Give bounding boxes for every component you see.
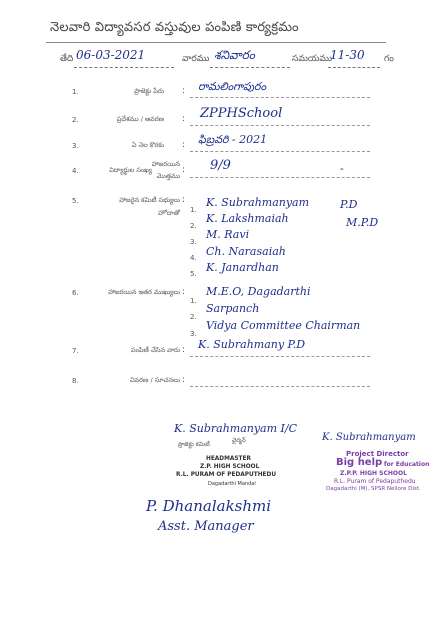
member-name: M. Ravi: [206, 228, 250, 241]
member-role: M.P.D: [346, 216, 379, 229]
member-number: 5.: [190, 270, 197, 278]
row-label-designation: హోదాతో: [158, 209, 180, 217]
member-number: 3.: [190, 330, 197, 338]
member-number: 1.: [190, 297, 197, 305]
row-number: 7.: [72, 347, 79, 355]
title-underline: [46, 42, 386, 43]
row-underline: [190, 97, 370, 98]
right-signature: K. Subrahmanyam: [322, 432, 416, 443]
time-unit: గం: [384, 54, 394, 64]
row-label: ప్రదేశము / ఆవరణ: [116, 115, 164, 123]
row-underline: [190, 151, 370, 152]
member-name: Ch. Narasaiah: [206, 245, 286, 258]
row-label: విద్యార్థుల సంఖ్య: [109, 166, 152, 174]
right-caption: Project Director: [346, 450, 409, 458]
row-number: 6.: [72, 289, 79, 297]
row-underline: [190, 386, 370, 387]
member-name: Vidya Committee Chairman: [206, 319, 361, 332]
day-value: శనివారం: [214, 48, 255, 62]
row-label: హాజరయిన ఇతర ముఖ్యులు: [108, 288, 180, 296]
date-value: 06-03-2021: [76, 48, 146, 62]
day-line: [210, 67, 290, 68]
left-stamp-line: Dagadarthi Mandal: [208, 481, 256, 487]
row-label: హాజరైన కమిటీ సభ్యులు: [119, 196, 180, 204]
left-caption: ప్రాజెక్టు కమిటీ: [178, 441, 210, 448]
row-colon: :: [182, 140, 186, 150]
left-stamp-line: R.L. PURAM OF PEDAPUTHEDU: [176, 472, 277, 478]
member-name: M.E.O, Dagadarthi: [206, 285, 311, 298]
row-colon: :: [182, 375, 186, 385]
row-colon: :: [182, 114, 186, 124]
students-value: 9/9: [210, 158, 231, 173]
row-label: వివరణ / సూచనలు: [129, 376, 180, 384]
project-name-value: రామలింగాపురం: [198, 80, 267, 93]
member-name: K. Lakshmaiah: [206, 212, 289, 225]
member-role: P.D: [340, 198, 358, 211]
member-number: 2.: [190, 313, 197, 321]
row-underline: [190, 177, 370, 178]
row-number: 2.: [72, 116, 79, 124]
day-label: వారము: [182, 54, 210, 64]
month-value: ఫిబ్రవరి - 2021: [198, 133, 268, 146]
member-number: 4.: [190, 254, 197, 262]
row-label-present: హాజరయిన: [151, 160, 180, 168]
left-signature: K. Subrahmanyam I/C: [174, 422, 298, 435]
member-name: Sarpanch: [206, 302, 260, 315]
distributor-value: K. Subrahmany P.D: [198, 338, 306, 351]
member-number: 2.: [190, 222, 197, 230]
right-stamp-brand: Big help: [336, 457, 383, 468]
member-number: 1.: [190, 206, 197, 214]
row-label: పంపిణీ చేసిన వారు: [130, 346, 180, 354]
row-number: 1.: [72, 88, 79, 96]
right-stamp-line: Z.P.P. HIGH SCHOOL: [340, 470, 407, 477]
time-line: [328, 67, 380, 68]
left-stamp-line: HEADMASTER: [206, 456, 251, 462]
row-number: 5.: [72, 197, 79, 205]
row-colon: :: [182, 165, 186, 175]
row-underline: [190, 356, 370, 357]
left-caption-chairman: చైర్మన్: [232, 437, 246, 444]
row-colon: :: [182, 86, 186, 96]
row-number: 4.: [72, 167, 79, 175]
row-underline: [190, 125, 370, 126]
row-colon: :: [182, 195, 186, 205]
row-colon: :: [182, 345, 186, 355]
right-stamp-brand-tail: for Education: [384, 461, 430, 468]
member-name: K. Subrahmanyam: [206, 196, 310, 209]
member-number: 3.: [190, 238, 197, 246]
time-value: 11-30: [330, 48, 365, 62]
row-colon: :: [182, 287, 186, 297]
row-number: 8.: [72, 377, 79, 385]
member-name: K. Janardhan: [206, 261, 279, 274]
date-label: తేది: [60, 54, 74, 64]
row-number: 3.: [72, 142, 79, 150]
time-label: సమయము: [292, 54, 333, 64]
right-stamp-line: R.L. Puram of Pedaputhedu: [334, 478, 416, 485]
date-line: [74, 67, 174, 68]
location-value: ZPPHSchool: [200, 106, 283, 121]
right-stamp-line: Dagadarthi (M), SPSR Nellore Dist.: [326, 486, 421, 492]
row-label-total: మొత్తము: [156, 172, 180, 180]
row-label: ఏ నెల కొరకు: [131, 141, 164, 149]
bottom-signature-name: P. Dhanalakshmi: [146, 497, 272, 515]
row-label: ప్రాజెక్టు పేరు: [134, 87, 164, 95]
page-title: నెలవారి విద్యావసర వస్తువుల పంపిణి కార్యక్రమం: [50, 20, 299, 35]
bottom-signature-title: Asst. Manager: [158, 519, 254, 534]
students-extra: -: [340, 162, 344, 175]
left-stamp-line: Z.P. HIGH SCHOOL: [200, 464, 260, 470]
